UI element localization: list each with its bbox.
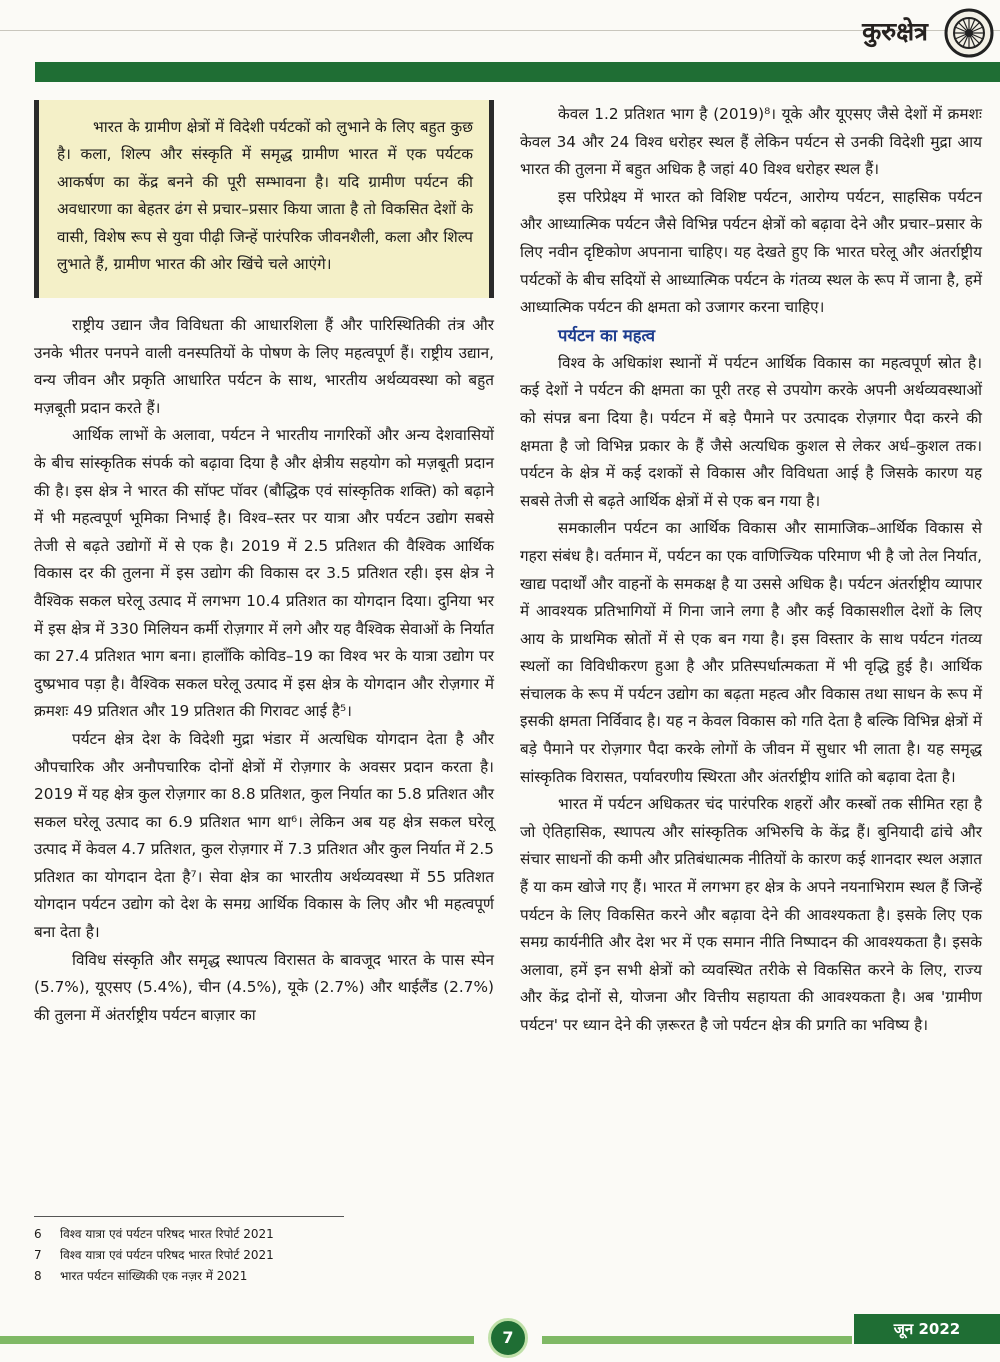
paragraph: समकालीन पर्यटन का आर्थिक विकास और सामाजिक–आर्थिक विकास से गहरा संबंध है। वर्तमान में, पर्यटन का एक वाणिज्यिक परिमाण भी है जो तेल निर्यात, खाद्य पदार्थों और वाहनों के समकक्ष है या उससे अधिक है। पर्यटन अंतर्राष्ट्रीय व्यापार में आवश्यक प्रतिभागियों में गिना जाने लगा है और कई विकासशील देशों के लिए आय के प्राथमिक स्रोतों में से एक बन गया है। इस विस्तार के साथ पर्यटन गंतव्य स्थलों का विविधीकरण हुआ है और प्रतिस्पर्धात्मकता में भी वृद्धि हुई है। आर्थिक संचालक के रूप में पर्यटन उद्योग का बढ़ता महत्व और विकास तथा साधन के रूप में इसकी क्षमता निर्विवाद है। यह न केवल विकास को गति देता है बल्कि विभिन्न क्षेत्रों में बड़े पैमाने पर रोज़गार पैदा करके लोगों के जीवन में सुधार भी लाता है। यह समृद्ध सांस्कृतिक विरासत, पर्यावरणीय स्थिरता और अंतर्राष्ट्रीय शांति को बढ़ावा देता है। [520,519,982,786]
paragraph: आर्थिक लाभों के अलावा, पर्यटन ने भारतीय नागरिकों और अन्य देशवासियों के बीच सांस्कृतिक संपर्क को बढ़ावा दिया है और क्षेत्रीय सहयोग को मज़बूती प्रदान की है। इस क्षेत्र ने भारत की सॉफ्ट पॉवर (बौद्धिक एवं सांस्कृतिक शक्ति) को बढ़ाने में भी महत्वपूर्ण भूमिका निभाई है। विश्व–स्तर पर यात्रा और पर्यटन उद्योग सबसे तेजी से बढ़ते उद्योगों में से एक है। 2019 में 2.5 प्रतिशत की वैश्विक आर्थिक विकास दर की तुलना में इस उद्योग की विकास दर 3.5 प्रतिशत रही। इस क्षेत्र ने वैश्विक सकल घरेलू उत्पाद में लगभग 10.4 प्रतिशत का योगदान दिया। दुनिया भर में इस क्षेत्र में 330 मिलियन कर्मी रोज़गार में लगे और यह वैश्विक सेवाओं के निर्यात का 27.4 प्रतिशत भाग बना। हालाँकि कोविड–19 का विश्व भर के यात्रा उद्योग पर दुष्प्रभाव पड़ा है। वैश्विक सकल घरेलू उत्पाद में इस क्षेत्र के योगदान और रोज़गार में क्रमशः 49 प्रतिशत और 19 प्रतिशत की गिरावट आई है⁵। [34,426,494,721]
paragraph: पर्यटन क्षेत्र देश के विदेशी मुद्रा भंडार में अत्यधिक योगदान देता है और औपचारिक और अनौपचारिक दोनों क्षेत्रों में रोज़गार के अवसर प्रदान करता है। 2019 में यह क्षेत्र कुल रोज़गार का 8.8 प्रतिशत, कुल निर्यात का 5.8 प्रतिशत और सकल घरेलू उत्पाद का 6.9 प्रतिशत भाग था⁶। लेकिन अब यह क्षेत्र सकल घरेलू उत्पाद में केवल 4.7 प्रतिशत, कुल रोज़गार में 7.3 प्रतिशत और कुल निर्यात में 2.5 प्रतिशत का योगदान देता है⁷। सेवा क्षेत्र का भारतीय अर्थव्यवस्था में 55 प्रतिशत योगदान पर्यटन उद्योग को देश के समग्र आर्थिक विकास के लिए और भी महत्वपूर्ण बना देता है। [34,729,494,942]
paragraph: राष्ट्रीय उद्यान जैव विविधता की आधारशिला हैं और पारिस्थितिकी तंत्र और उनके भीतर पनपने वाली वनस्पतियों के पोषण के लिए महत्वपूर्ण हैं। राष्ट्रीय उद्यान, वन्य जीवन और प्रकृति आधारित पर्यटन के साथ, भारतीय अर्थव्यवस्था को बहुत मज़बूती प्रदान करते हैं। [34,316,494,417]
footnote-text: भारत पर्यटन सांख्यिकी एक नज़र में 2021 [60,1269,248,1283]
paragraph: इस परिप्रेक्ष्य में भारत को विशिष्ट पर्यटन, आरोग्य पर्यटन, साहसिक पर्यटन और आध्यात्मिक पर्यटन जैसे विभिन्न पर्यटन क्षेत्रों को बढ़ावा देने और प्रचार–प्रसार के लिए नवीन दृष्टिकोण अपनाना चाहिए। यह देखते हुए कि भारत घरेलू और अंतर्राष्ट्रीय पर्यटकों के बीच सदियों से आध्यात्मिक पर्यटन के गंतव्य स्थल के रूप में जाना है, हमें आध्यात्मिक पर्यटन की क्षमता को उजागर करना चाहिए। [520,187,982,317]
footnote [34,1224,494,1245]
footnotes [34,1224,494,1287]
footnote-text: विश्व यात्रा एवं पर्यटन परिषद भारत रिपोर्ट 2021 [60,1227,274,1241]
paragraph: विश्व के अधिकांश स्थानों में पर्यटन आर्थिक विकास का महत्वपूर्ण स्रोत है। कई देशों ने पर्यटन की क्षमता का पूरी तरह से उपयोग करके अपनी अर्थव्यवस्थाओं को संपन्न बना दिया है। पर्यटन में बड़े पैमाने पर उत्पादक रोज़गार पैदा करने की क्षमता है जो विभिन्न प्रकार के हैं जैसे अत्यधिक कुशल से लेकर अर्ध–कुशल तक। पर्यटन के क्षेत्र में कई दशकों से विकास और विविधता आई है जिसके कारण यह सबसे तेजी से बढ़ते आर्थिक क्षेत्रों में से एक बन गया है। [520,353,982,510]
issue-date: जून 2022 [854,1314,1000,1344]
footnote-number: 6 [34,1227,42,1241]
highlight-box [34,100,494,298]
footnote [34,1266,494,1287]
paragraph: विविध संस्कृति और समृद्ध स्थापत्य विरासत के बावजूद भारत के पास स्पेन (5.7%), यूएसए (5.4%), चीन (4.5%), यूके (2.7%) और थाईलैंड (2.7%) की तुलना में अंतर्राष्ट्रीय पर्यटन बाज़ार का [34,950,494,1024]
footnote-text: विश्व यात्रा एवं पर्यटन परिषद भारत रिपोर्ट 2021 [60,1248,274,1262]
footer-bar-right [542,1336,852,1344]
section-heading: पर्यटन का महत्व [558,325,656,345]
highlight-text: भारत के ग्रामीण क्षेत्रों में विदेशी पर्यटकों को लुभाने के लिए बहुत कुछ है। कला, शिल्प और संस्कृति में समृद्ध ग्रामीण भारत में एक पर्यटक आकर्षण का केंद्र बनने की पूरी सम्भावना है। यदि ग्रामीण पर्यटन की अवधारणा का बेहतर ढंग से प्रचार–प्रसार किया जाता है तो विकसित देशों के वासी, विशेष रूप से युवा पीढ़ी जिन्हें पारंपरिक जीवनशैली, कला और शिल्प लुभाते हैं, ग्रामीण भारत की ओर खिंचे चले आएंगे। [57,118,473,274]
footnote [34,1245,494,1266]
footnote-divider [34,1216,344,1217]
header-green-band [35,62,1000,82]
magazine-title: कुरुक्षेत्र [862,17,928,46]
ashoka-chakra-icon [944,8,994,58]
footnote-number: 8 [34,1269,42,1283]
page-number: 7 [488,1318,528,1358]
left-column [34,312,494,1029]
footer-bar-left [0,1336,474,1344]
header-rule [0,30,1000,31]
right-column [520,101,982,1040]
paragraph: केवल 1.2 प्रतिशत भाग है (2019)⁸। यूके और यूएसए जैसे देशों में क्रमशः केवल 34 और 24 विश्व धरोहर स्थल हैं लेकिन पर्यटन से उनकी विदेशी मुद्रा आय भारत की तुलना में बहुत अधिक है जहां 40 विश्व धरोहर स्थल हैं। [520,105,982,179]
footnote-number: 7 [34,1248,42,1262]
paragraph: भारत में पर्यटन अधिकतर चंद पारंपरिक शहरों और कस्बों तक सीमित रहा है जो ऐतिहासिक, स्थापत्य और सांस्कृतिक अभिरुचि के केंद्र हैं। बुनियादी ढांचे और संचार साधनों की कमी और प्रतिबंधात्मक नीतियों के कारण कई शानदार स्थल अज्ञात हैं या कम खोजे गए हैं। भारत में लगभग हर क्षेत्र के अपने नयनाभिराम स्थल हैं जिन्हें पर्यटन के लिए विकसित करने और बढ़ावा देने की आवश्यकता है। इसके लिए एक समग्र कार्यनीति और देश भर में एक समान नीति निष्पादन की आवश्यकता है। इसके अलावा, हमें इन सभी क्षेत्रों को व्यवस्थित तरीके से विकसित करने के लिए, राज्य और केंद्र दोनों से, योजना और वित्तीय सहायता की आवश्यकता है। अब 'ग्रामीण पर्यटन' पर ध्यान देने की ज़रूरत है जो पर्यटन क्षेत्र की प्रगति का भविष्य है। [520,795,982,1034]
